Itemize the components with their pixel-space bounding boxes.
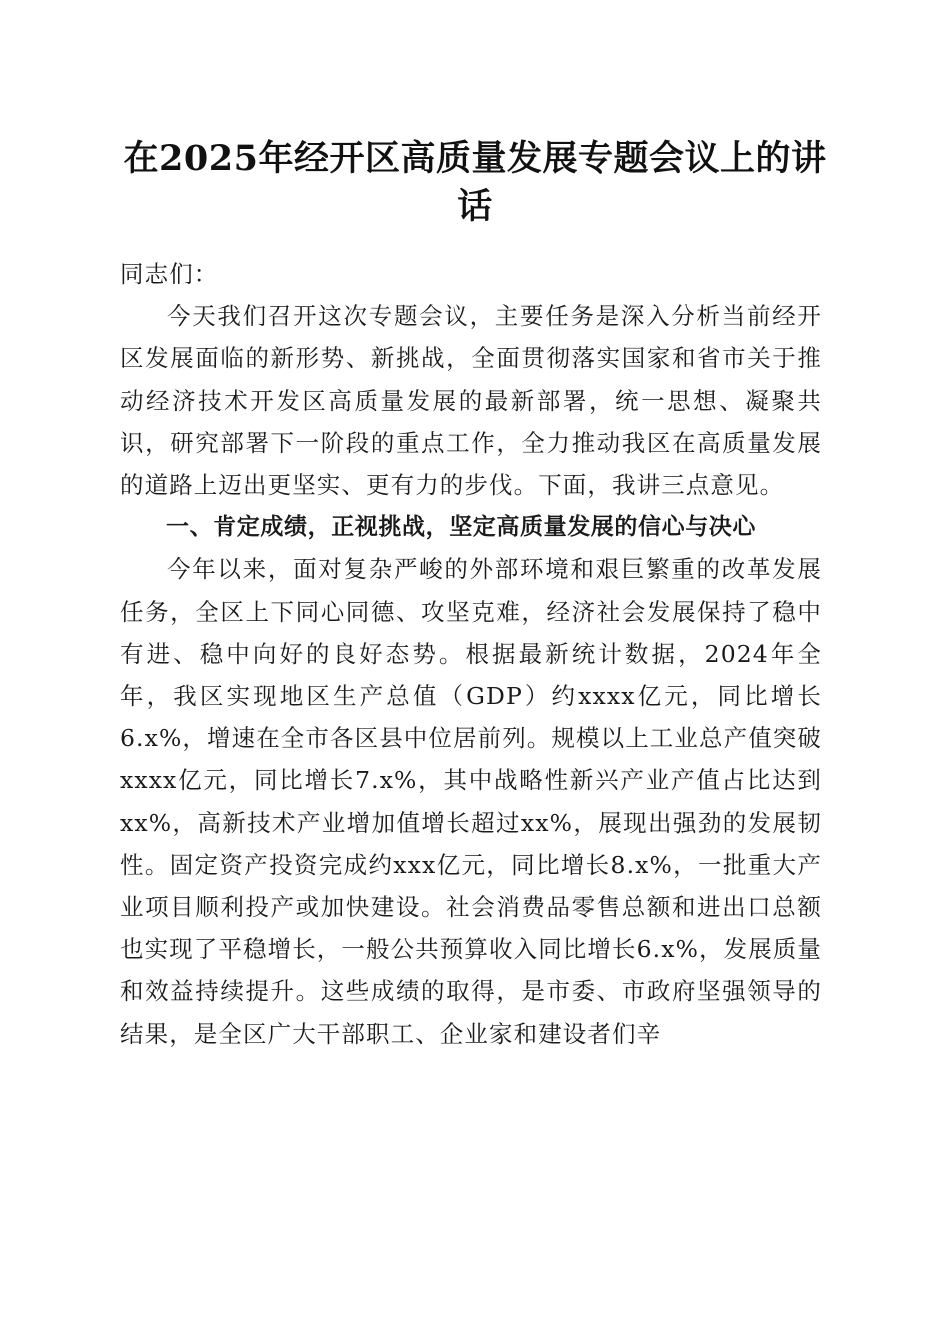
section-1-heading: 一、肯定成绩，正视挑战，坚定高质量发展的信心与决心 xyxy=(166,514,756,541)
document-title: 在2025年经开区高质量发展专题会议上的讲话 xyxy=(123,138,827,227)
intro-paragraph: 今天我们召开这次专题会议，主要任务是深入分析当前经开区发展面临的新形势、新挑战，全面贯彻落实国家和省市关于推动经济技术开发区高质量发展的最新部署，统一思想、凝聚共识，研究部署下一阶段的重点工作，全力推动我区在高质量发展的道路上迈出更坚实、更有力的步伐。下面，我讲三点意见。 xyxy=(120,302,822,500)
document-body xyxy=(120,253,822,1055)
salutation: 同志们： xyxy=(120,260,219,288)
section-1-paragraph: 今年以来，面对复杂严峻的外部环境和艰巨繁重的改革发展任务，全区上下同心同德、攻坚克难，经济社会发展保持了稳中有进、稳中向好的良好态势。根据最新统计数据，2024年全年，我区实现地区生产总值（GDP）约xxxx亿元，同比增长6.x%，增速在全市各区县中位居前列。规模以上工业总产值突破xxxx亿元，同比增长7.x%，其中战略性新兴产业产值占比达到xx%，高新技术产业增加值增长超过xx%，展现出强劲的发展韧性。固定资产投资完成约xxx亿元，同比增长8.x%，一批重大产业项目顺利投产或加快建设。社会消费品零售总额和进出口总额也实现了平稳增长，一般公共预算收入同比增长6.x%，发展质量和效益持续提升。这些成绩的取得，是市委、市政府坚强领导的结果，是全区广大干部职工、企业家和建设者们辛 xyxy=(120,555,823,1048)
